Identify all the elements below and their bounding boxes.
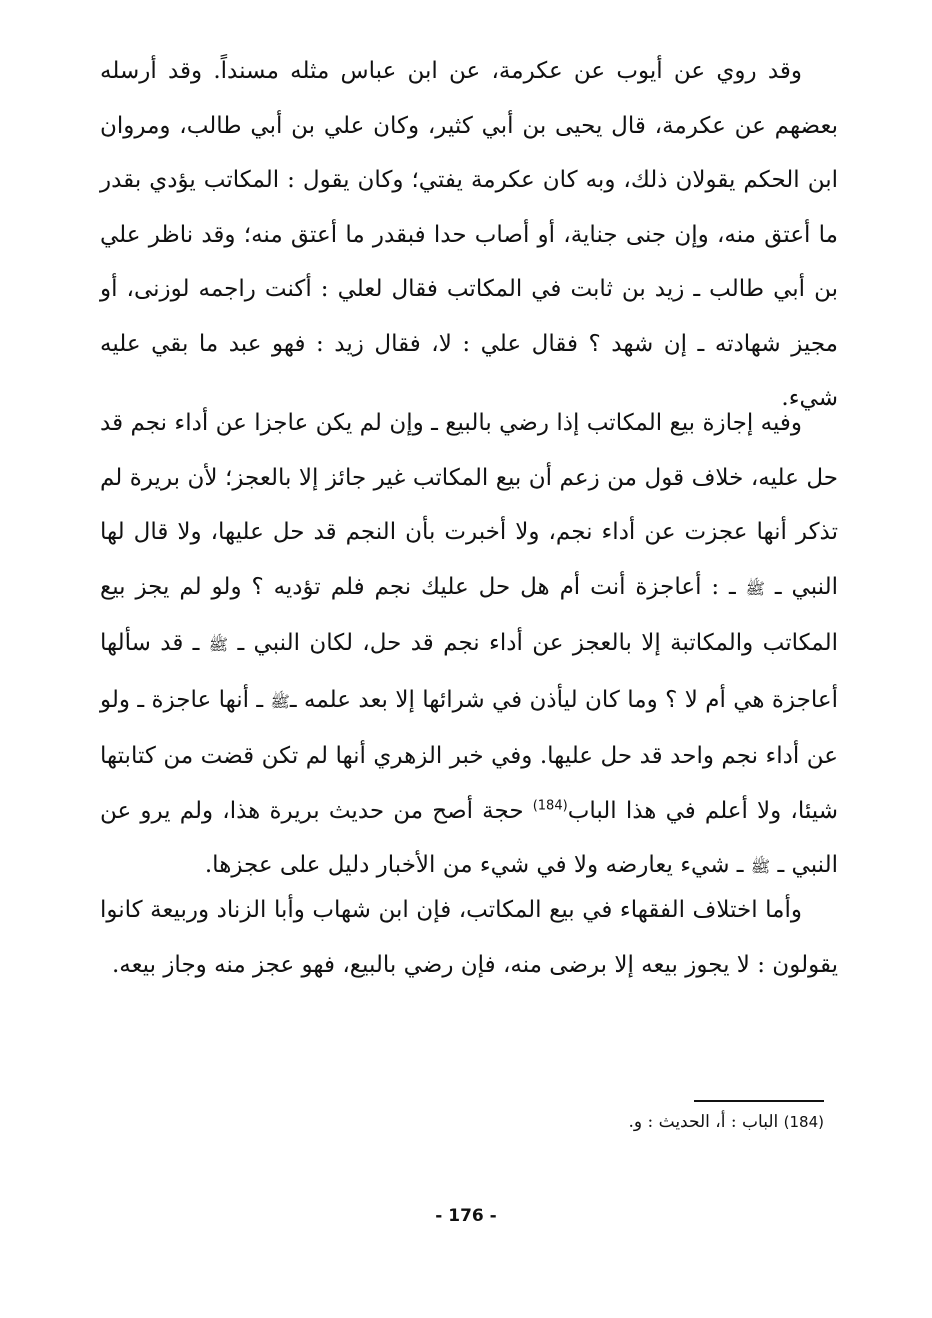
salutation-mark: ﷺ [208,635,229,654]
paragraph-1: وقد روي عن أيوب عن عكرمة، عن ابن عباس مثله مسنداً. وقد أرسله بعضهم عن عكرمة، قال يحيى بن أبي كثير، وكان علي بن أبي طالب، ومروان ابن الحكم يقولان ذلك، وبه كان عكرمة يفتي؛ وكان يقول : المكاتب يؤدي بقدر ما أعتق منه، وإن جنى جناية، أو أصاب حدا فبقدر ما أعتق منه؛ وقد ناظر علي بن أبي طالب ـ زيد بن ثابت في المكاتب فقال لعلي : أكنت راجمه لوزنى، أو مجيز شهادته ـ إن شهد ؟ فقال علي : لا، فقال زيد : فهو عبد ما بقي عليه شيء. [100,58,838,411]
paragraph-2 [100,396,838,895]
footnote-number: (184) [783,1113,824,1131]
paragraph-2-text-c: ـ قد سألها أعاجزة هي أم لا ؟ وما كان ليأذن في شرائها إلا بعد علمه ـ [100,630,839,713]
salutation-mark: ﷺ [750,857,771,876]
salutation-mark: ﷺ [270,691,290,711]
footnote [460,1104,824,1140]
paragraph-2-text-b: ـ : أعاجزة أنت أم هل حل عليك نجم فلم تؤديه ؟ ولو لم يجز بيع المكاتب والمكاتبة إلا بالعجز عن أداء نجم قد حل، لكان النبي ـ [100,573,838,656]
paragraph-2-text-a: وفيه إجازة بيع المكاتب إذا رضي بالبيع ـ وإن لم يكن عاجزا عن أداء نجم قد حل عليه، خلاف قول من زعم أن بيع المكاتب غير جائز إلا بالعجز؛ لأن بريرة لم تذكر أنها عجزت عن أداء نجم، ولا أخبرت بأن النجم قد حل عليها، ولا قال لها النبي ـ [100,410,838,600]
footnote-text: الباب : أ، الحديث : و. [628,1112,779,1132]
paragraph-2-text-f: ـ شيء يعارضه ولا في شيء من الأخبار دليل على عجزها. [204,852,744,878]
paragraph-2-text-d: ـ أنها عاجزة ـ ولو عن أداء نجم واحد قد حل عليها. وفي خبر الزهري أنها لم تكن قضت من كتابتها شيئا، ولا أعلم في هذا الباب [100,686,839,824]
page-number: - 176 - [435,1206,497,1226]
salutation-mark: ﷺ [745,578,765,598]
footnote-reference[interactable]: (184) [532,797,568,813]
footnote-divider [694,1100,824,1102]
paragraph-3: وأما اختلاف الفقهاء في بيع المكاتب، فإن ابن شهاب وأبا الزناد وربيعة كانوا يقولون : لا يجوز بيعه إلا برضى منه، فإن رضي بالبيع، فهو عجز منه وجاز بيعه. [100,897,838,978]
paragraph-2-text-e: حجة أصح من حديث بريرة هذا، ولم يرو عن النبي ـ [100,797,838,878]
